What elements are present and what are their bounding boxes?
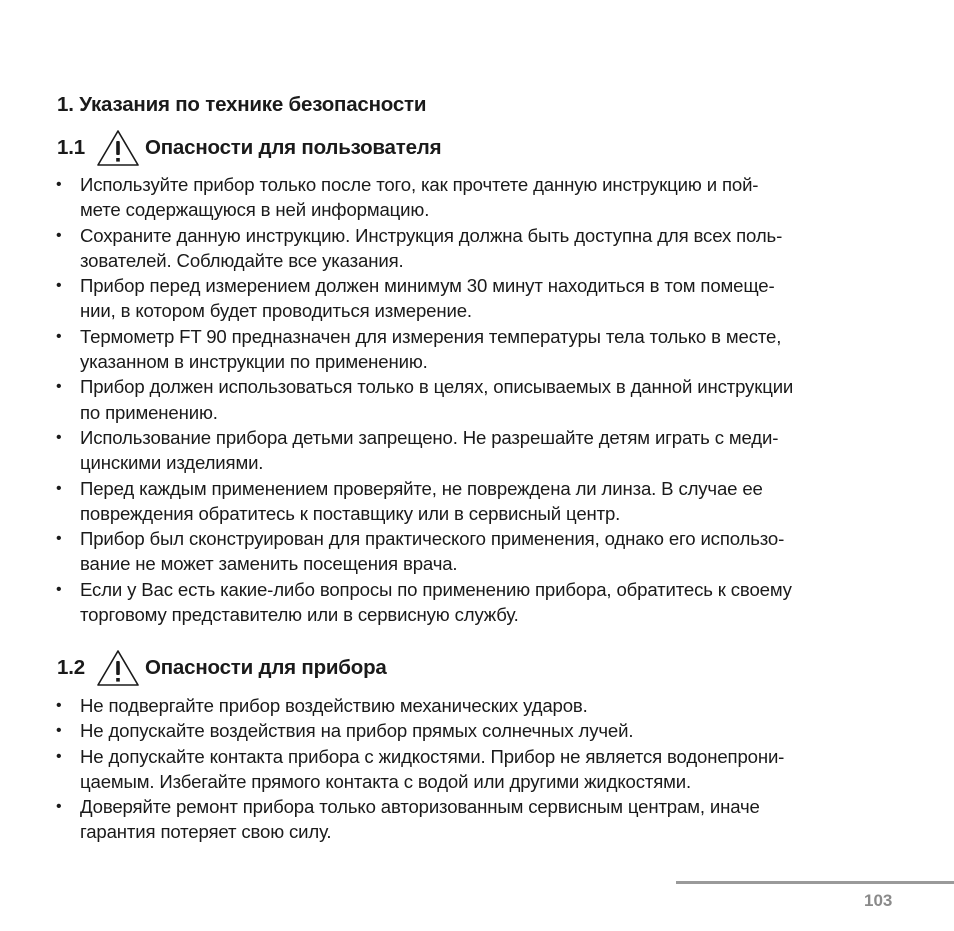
warning-triangle-icon: [95, 648, 145, 688]
list-item: • Прибор перед измерением должен минимум 30 минут находиться в том помеще- нии, в котором будет проводиться измерение.: [56, 275, 775, 322]
warning-triangle-icon: [95, 128, 145, 168]
device-hazards-list: [56, 693, 916, 845]
list-item: • Использование прибора детьми запрещено. Не разрешайте детям играть с меди- цинскими изделиями.: [56, 426, 779, 474]
list-item: • Перед каждым применением проверяйте, не повреждена ли линза. В случае ее повреждения обратитесь к поставщику или в сервисный центр.: [56, 477, 763, 524]
page-number: 103: [864, 891, 893, 910]
list-item: • Не подвергайте прибор воздействию механических ударов.: [56, 695, 588, 716]
footer-divider: [676, 881, 954, 884]
list-item: • Не допускайте контакта прибора с жидкостями. Прибор не является водонепрони- цаемым. Избегайте прямого контакта с водой или другими жидкостями.: [56, 745, 785, 792]
list-item: • Используйте прибор только после того, как прочтете данную инструкцию и пой- мете содержащуюся в ней информацию.: [56, 174, 759, 221]
section-heading-device-hazards: [57, 646, 387, 690]
section-number: 1.2: [57, 656, 85, 679]
section-heading-user-hazards: [57, 126, 441, 170]
section-number: 1.1: [57, 136, 85, 159]
list-item: • Прибор был сконструирован для практического применения, однако его использо- вание не может заменить посещения врача.: [56, 528, 785, 575]
list-item: • Если у Вас есть какие-либо вопросы по применению прибора, обратитесь к своему торговому представителю или в сервисную службу.: [56, 578, 792, 626]
list-item: • Сохраните данную инструкцию. Инструкция должна быть доступна для всех поль- зователей. Соблюдайте все указания.: [56, 224, 783, 271]
section-title: Опасности для прибора: [145, 656, 387, 679]
page-heading: 1. Указания по технике безопасности: [57, 93, 427, 116]
list-item: • Доверяйте ремонт прибора только авторизованным сервисным центрам, иначе гарантия потеряет свою силу.: [56, 796, 760, 843]
list-item: • Не допускайте воздействия на прибор прямых солнечных лучей.: [56, 720, 634, 742]
list-item: • Термометр FT 90 предназначен для измерения температуры тела только в месте, указанном в инструкции по применению.: [56, 325, 782, 373]
user-hazards-list: [56, 172, 916, 627]
list-item: • Прибор должен использоваться только в целях, описываемых в данной инструкции по применению.: [56, 376, 794, 423]
section-title: Опасности для пользователя: [145, 136, 442, 159]
